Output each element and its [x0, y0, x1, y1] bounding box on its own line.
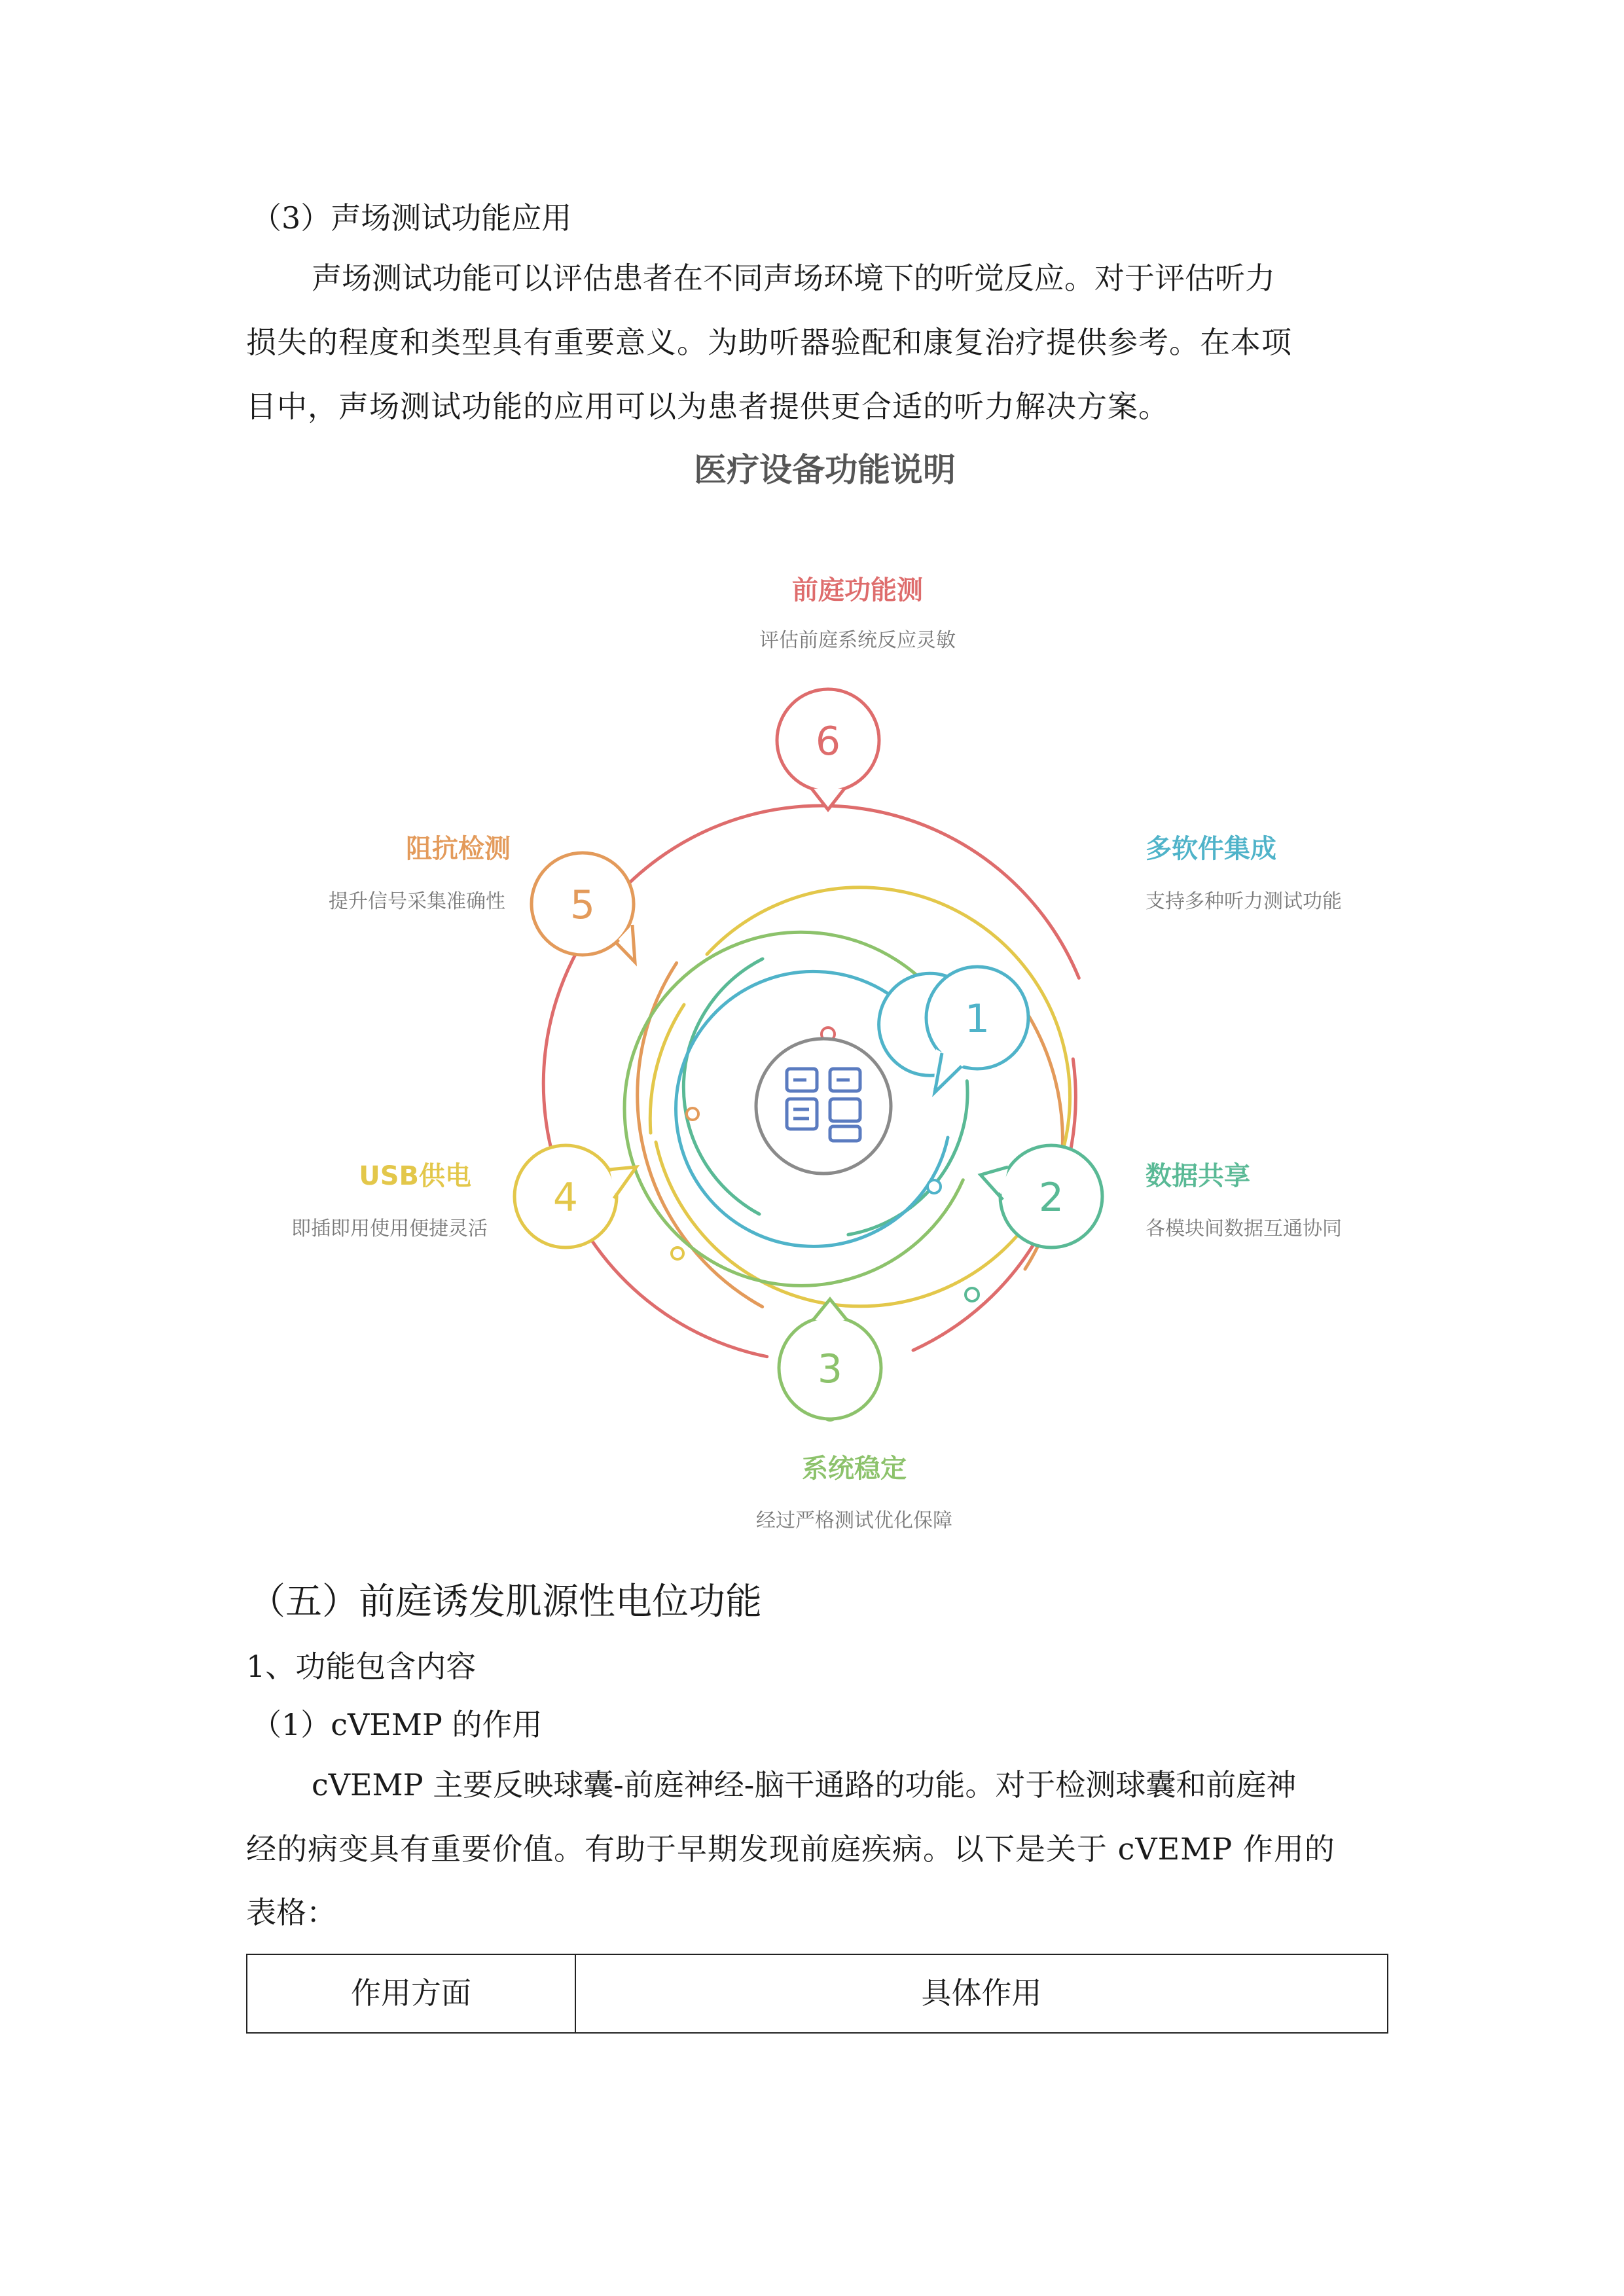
- paragraph-line: 损失的程度和类型具有重要意义。为助听器验配和康复治疗提供参考。在本项: [246, 325, 1292, 360]
- connector-dot-2: [965, 1288, 979, 1301]
- bubble-4: [514, 1145, 636, 1247]
- connector-dot-1: [928, 1180, 941, 1193]
- paragraph-line: 声场测试功能可以评估患者在不同声场环境下的听觉反应。对于评估听力: [312, 260, 1275, 296]
- feature-5-title: 阻抗检测: [406, 834, 511, 864]
- bubble-3: [779, 1299, 881, 1419]
- feature-3-desc: 经过严格测试优化保障: [756, 1509, 952, 1532]
- paragraph-line: cVEMP 主要反映球囊-前庭神经-脑干通路的功能。对于检测球囊和前庭神: [312, 1767, 1297, 1803]
- feature-2-title: 数据共享: [1146, 1161, 1250, 1191]
- bubble-1-number: 1: [964, 996, 990, 1042]
- bubble-1: [879, 967, 1028, 1092]
- feature-4-desc: 即插即用使用便捷灵活: [291, 1217, 488, 1240]
- table-header-cell: 作用方面: [247, 1954, 575, 2033]
- paragraph-line: 经的病变具有重要价值。有助于早期发现前庭疾病。以下是关于 cVEMP 作用的: [246, 1831, 1335, 1867]
- bubble-3-number: 3: [817, 1346, 843, 1392]
- feature-1-desc: 支持多种听力测试功能: [1146, 890, 1342, 913]
- bubble-2-number: 2: [1038, 1175, 1064, 1221]
- bubble-4-number: 4: [552, 1175, 579, 1221]
- bubble-2: [981, 1145, 1102, 1247]
- section-heading-sound-field: （3）声场测试功能应用: [251, 200, 572, 236]
- feature-5-desc: 提升信号采集准确性: [329, 890, 505, 913]
- arc-ring-4-tail: [650, 1005, 684, 1133]
- bubble-5-number: 5: [569, 882, 596, 928]
- feature-3-title: 系统稳定: [802, 1454, 907, 1484]
- connector-dot-4: [672, 1247, 683, 1259]
- arc-ring-2-tail: [683, 959, 763, 1214]
- feature-2-desc: 各模块间数据互通协同: [1146, 1217, 1342, 1240]
- subheading-cvemp: （1）cVEMP 的作用: [251, 1707, 543, 1742]
- figure-title: 医疗设备功能说明: [694, 451, 956, 489]
- connector-dot-5: [687, 1108, 698, 1120]
- cvemp-table: [246, 1954, 1388, 2034]
- bubble-6: [777, 689, 879, 810]
- feature-6-desc: 评估前庭系统反应灵敏: [759, 629, 956, 652]
- feature-1-title: 多软件集成: [1146, 834, 1276, 864]
- section-heading-vemp: （五）前庭诱发肌源性电位功能: [249, 1581, 762, 1623]
- subheading-functions: 1、功能包含内容: [246, 1649, 477, 1684]
- bubble-6-number: 6: [815, 719, 841, 764]
- bubble-5: [532, 853, 635, 962]
- feature-diagram: [249, 435, 1375, 1548]
- table-header-row: [247, 1954, 1388, 2033]
- paragraph-line: 目中，声场测试功能的应用可以为患者提供更合适的听力解决方案。: [246, 389, 1169, 424]
- center-hub: [756, 1039, 891, 1174]
- feature-6-title: 前庭功能测: [792, 575, 923, 605]
- paragraph-line: 表格：: [246, 1895, 336, 1930]
- feature-4-title: USB供电: [359, 1161, 471, 1191]
- table-header-cell: 具体作用: [575, 1954, 1388, 2033]
